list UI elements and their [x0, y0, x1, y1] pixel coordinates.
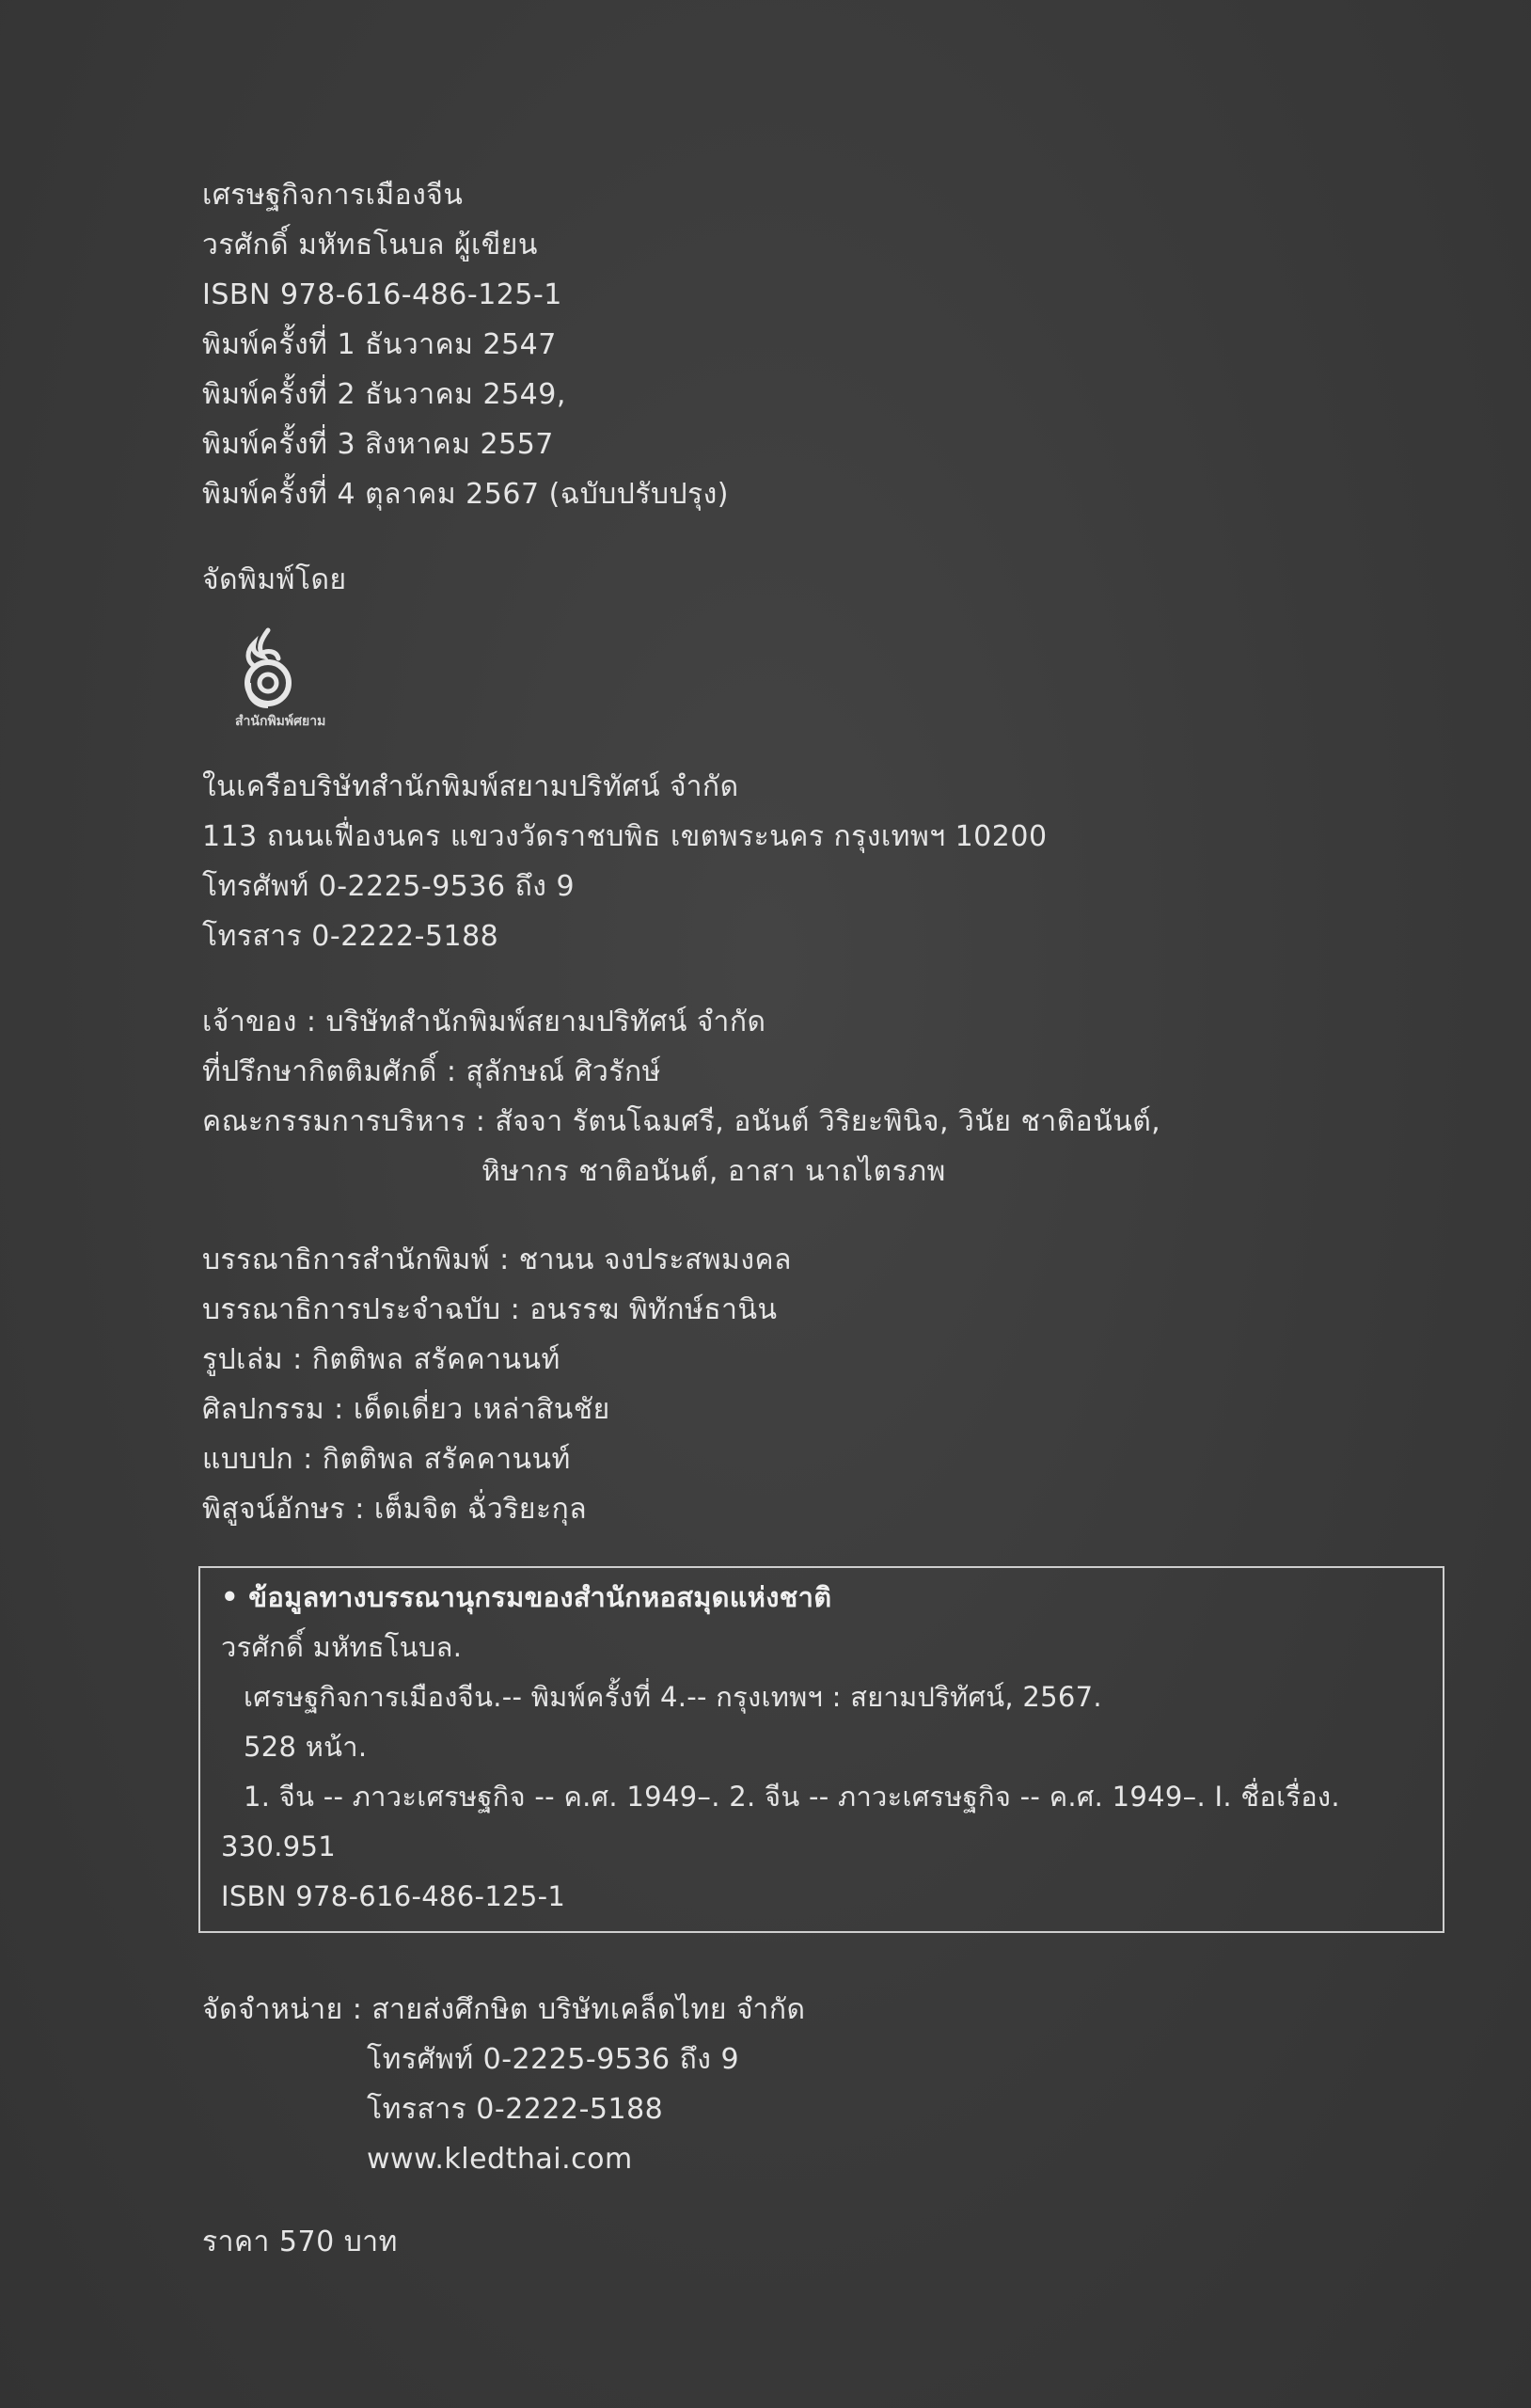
issue-editor-line: บรรณาธิการประจำฉบับ : อนรรฆ พิทักษ์ธานิน: [202, 1293, 778, 1326]
price-line: ราคา 570 บาท: [202, 2226, 398, 2258]
imprint-block: [202, 170, 729, 519]
author-line: วรศักดิ์ มหัทธโนบล ผู้เขียน: [202, 229, 538, 261]
isbn-line: ISBN 978-616-486-125-1: [202, 278, 562, 311]
price-block: [202, 2217, 398, 2267]
publisher-logo: [235, 626, 348, 735]
publisher-logo-caption: สำนักพิมพ์ศยาม: [235, 714, 326, 729]
cip-subjects: 1. จีน -- ภาวะเศรษฐกิจ -- ค.ศ. 1949–. 2. จีน -- ภาวะเศรษฐกิจ -- ค.ศ. 1949–. I. ชื่อเรื่อง.: [244, 1781, 1340, 1813]
editor-in-chief-line: บรรณาธิการสำนักพิมพ์ : ชานน จงประสพมงคล: [202, 1244, 792, 1276]
publisher-company: ในเครือบริษัทสำนักพิมพ์สยามปริทัศน์ จำกัด: [202, 770, 739, 803]
cip-author: วรศักดิ์ มหัทธโนบล.: [221, 1631, 463, 1663]
executive-board-line-2: หิษากร ชาติอนันต์, อาสา นาถไตรภพ: [481, 1155, 946, 1188]
edition-line-2: พิมพ์ครั้งที่ 2 ธันวาคม 2549,: [202, 378, 566, 411]
distributor-website: www.kledthai.com: [367, 2143, 633, 2176]
book-title: เศรษฐกิจการเมืองจีน: [202, 179, 464, 212]
cataloging-in-publication-box: [198, 1566, 1444, 1933]
publisher-contact-block: [202, 762, 1048, 961]
layout-line: รูปเล่ม : กิตติพล สรัคคานนท์: [202, 1343, 560, 1376]
cover-design-line: แบบปก : กิตติพล สรัคคานนท์: [202, 1443, 571, 1476]
owner-line: เจ้าของ : บริษัทสำนักพิมพ์สยามปริทัศน์ จำกัด: [202, 1006, 766, 1038]
cip-pages: 528 หน้า.: [244, 1731, 368, 1763]
distribution-block: [202, 1985, 806, 2184]
publisher-fax: โทรสาร 0-2222-5188: [202, 920, 499, 953]
proofreader-line: พิสูจน์อักษร : เต็มจิต ฉั่วริยะกุล: [202, 1493, 588, 1526]
cip-edition-line: เศรษฐกิจการเมืองจีน.-- พิมพ์ครั้งที่ 4.-- กรุงเทพฯ : สยามปริทัศน์, 2567.: [244, 1681, 1102, 1713]
printed-by-label: จัดพิมพ์โดย: [202, 563, 347, 596]
distributor-fax: โทรสาร 0-2222-5188: [367, 2093, 664, 2126]
executive-board-line-1: คณะกรรมการบริหาร : สัจจา รัตนโฉมศรี, อนันต์ วิริยะพินิจ, วินัย ชาติอนันต์,: [202, 1105, 1161, 1138]
edition-line-3: พิมพ์ครั้งที่ 3 สิงหาคม 2557: [202, 428, 554, 461]
distributor-line: จัดจำหน่าย : สายส่งศึกษิต บริษัทเคล็ดไทย จำกัด: [202, 1993, 806, 2026]
art-line: ศิลปกรรม : เด็ดเดี่ยว เหล่าสินชัย: [202, 1393, 610, 1426]
publisher-address: 113 ถนนเฟื่องนคร แขวงวัดราชบพิธ เขตพระนคร กรุงเทพฯ 10200: [202, 820, 1048, 853]
edition-line-4: พิมพ์ครั้งที่ 4 ตุลาคม 2567 (ฉบับปรับปรุง): [202, 478, 729, 511]
distributor-phone: โทรศัพท์ 0-2225-9536 ถึง 9: [367, 2043, 740, 2076]
staff-credits-block: [202, 1235, 792, 1534]
ownership-block: [202, 997, 1160, 1196]
publisher-phone: โทรศัพท์ 0-2225-9536 ถึง 9: [202, 870, 576, 903]
printed-by-block: [202, 555, 347, 605]
publisher-logo-icon: [235, 626, 301, 711]
cip-isbn: ISBN 978-616-486-125-1: [221, 1880, 566, 1912]
edition-line-1: พิมพ์ครั้งที่ 1 ธันวาคม 2547: [202, 328, 557, 361]
honorary-advisor-line: ที่ปรึกษากิตติมศักดิ์ : สุลักษณ์ ศิวรักษ์: [202, 1055, 661, 1088]
cip-classification: 330.951: [221, 1830, 337, 1862]
cip-title: • ข้อมูลทางบรรณานุกรมของสำนักหอสมุดแห่งชาติ: [221, 1581, 832, 1613]
